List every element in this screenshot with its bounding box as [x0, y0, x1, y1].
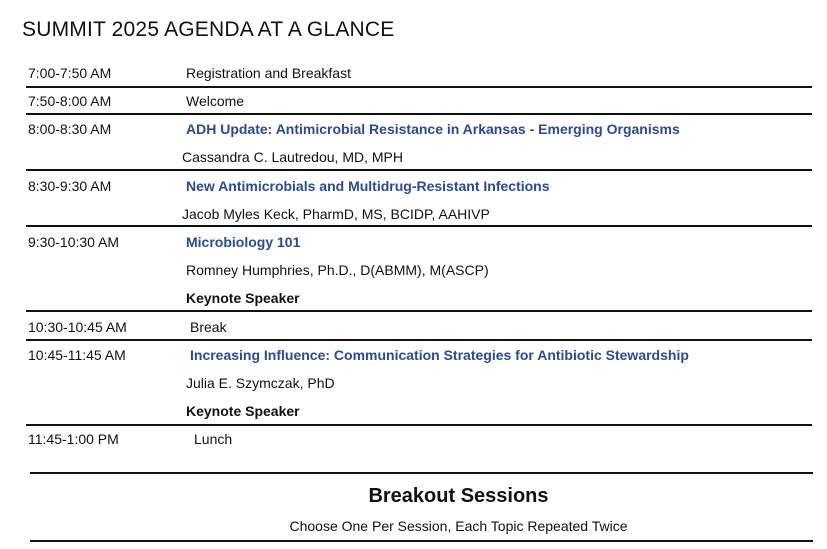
section-divider	[30, 472, 813, 474]
keynote-label: Keynote Speaker	[186, 403, 300, 419]
keynote-label: Keynote Speaker	[186, 290, 300, 306]
page-title: SUMMIT 2025 AGENDA AT A GLANCE	[22, 18, 395, 41]
agenda-session-title: Welcome	[186, 93, 245, 109]
agenda-speaker: Jacob Myles Keck, PharmD, MS, BCIDP, AAHIVP	[182, 206, 490, 222]
agenda-row-6	[26, 341, 812, 426]
agenda-session-title: Lunch	[194, 431, 233, 447]
agenda-time: 7:50-8:00 AM	[28, 93, 112, 109]
agenda-session-title: Break	[190, 319, 227, 335]
agenda-row-5	[26, 312, 812, 341]
agenda-row-2	[26, 115, 812, 171]
agenda-session-title: New Antimicrobials and Multidrug-Resistant Infections	[186, 178, 550, 194]
agenda-time: 8:30-9:30 AM	[28, 178, 112, 194]
agenda-time: 11:45-1:00 PM	[28, 431, 119, 447]
agenda-speaker: Julia E. Szymczak, PhD	[186, 375, 335, 391]
agenda-row-7	[26, 426, 812, 452]
section-divider	[30, 540, 813, 542]
agenda-row-4	[26, 227, 812, 312]
agenda-row-3	[26, 171, 812, 227]
agenda-session-title: ADH Update: Antimicrobial Resistance in Arkansas - Emerging Organisms	[186, 121, 680, 137]
agenda-time: 9:30-10:30 AM	[28, 234, 120, 250]
agenda-time: 7:00-7:50 AM	[28, 65, 112, 81]
breakout-heading: Breakout Sessions	[368, 485, 549, 507]
agenda-row-0	[26, 62, 812, 88]
agenda-time: 8:00-8:30 AM	[28, 121, 112, 137]
breakout-subtitle: Choose One Per Session, Each Topic Repeated Twice	[289, 518, 628, 534]
agenda-session-title: Increasing Influence: Communication Strategies for Antibiotic Stewardship	[190, 347, 689, 363]
agenda-session-title: Registration and Breakfast	[186, 65, 351, 81]
agenda-time: 10:30-10:45 AM	[28, 319, 127, 335]
agenda-time: 10:45-11:45 AM	[28, 347, 126, 363]
agenda-row-1	[26, 88, 812, 115]
agenda-speaker: Romney Humphries, Ph.D., D(ABMM), M(ASCP)	[186, 262, 489, 278]
agenda-speaker: Cassandra C. Lautredou, MD, MPH	[182, 149, 403, 165]
agenda-session-title: Microbiology 101	[186, 234, 301, 250]
